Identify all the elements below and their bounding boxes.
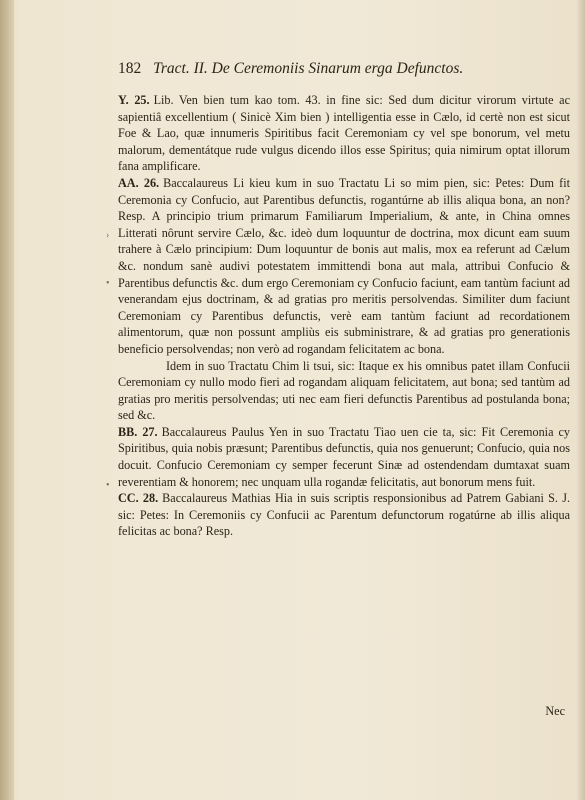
paragraph-text: Idem in suo Tractatu Chim li tsui, sic: Itaque ex his omnibus patet illam Confucii Ceremoniam cy nullo modo fieri ad rogandam aliquam felicitatem, aut bona; sed tantùm ad gratias pro meritis persolvendas; uti nec eam fieri defunctis Parentibus ad postulanda bona; sed &c.	[118, 358, 570, 423]
paragraph-label: AA. 26.	[118, 175, 160, 190]
paragraph-bb27	[118, 424, 570, 490]
paragraph-cc28	[118, 490, 570, 540]
paragraph-aa26	[118, 175, 570, 358]
paragraph-label: CC. 28.	[118, 491, 159, 506]
catchword: Nec	[545, 704, 565, 718]
body-text	[118, 92, 570, 540]
paragraph-label: Y. 25.	[118, 93, 150, 107]
running-title: Tract. II. De Ceremoniis Sinarum erga Defunctos.	[153, 60, 464, 77]
margin-mark: •	[106, 278, 110, 289]
paragraph-text: Baccalaureus Li kieu kum in suo Tractatu Li so mim pien, sic: Petes: Dum fit Ceremonia cy Confucio, aut Parentibus defunctis, rogantúrne ab illis aliqua bona, an non? Resp. A principio trium primarum Familiarum Imperialium, & ante, in China omnes Litterati nôrunt servire Cælo, &c. ideò dum loquuntur de doctrina, mox dicunt eam suum trahere à Cælo principium: Dum loquuntur de bonis aut malis, mox ea referunt ad Cælum &c. nondum sanè audivi potestatem immittendi bona aut mala, attribui Confucio & Parentibus defunctis &c. dum ergo Ceremoniam cy Confucio faciunt, eam tantùm faciunt ad venerandam ejus doctrinam, & ad gratias pro meritis persolvendas. Similiter dum faciunt Ceremoniam cy Parentibus defunctis, verè eam tantùm faciunt ad recordationem alimentorum, quæ non possunt ampliùs eis subministrare, & ad gratias pro generationis beneficio persolvendas; non verò ad rogandam felicitatem ac bona.	[118, 175, 570, 356]
page-number: 182	[118, 60, 142, 77]
margin-mark: ›	[106, 230, 110, 241]
page-edge	[577, 0, 585, 800]
margin-mark: •	[106, 480, 110, 491]
paragraph-text: Baccalaureus Paulus Yen in suo Tractatu Tiao uen cie ta, sic: Fit Ceremonia cy Spiritibus, quia nobis præsunt; Parentibus defunctis, quia nos genuerunt; Confucio, quia nos docuit. Confucio Ceremoniam cy semper fecerunt Sinæ ad ostendendam dumtaxat suam reverentiam & honorem; nec unquam ulla rogandæ felicitatis, aut bonorum mens fuit.	[118, 424, 570, 489]
paragraph-idem	[118, 358, 570, 424]
paragraph-text: Baccalaureus Mathias Hia in suis scriptis responsionibus ad Patrem Gabiani S. J. sic: Petes: In Ceremoniis cy Confucii ac Parentum defunctorum rogatúrne ab illis aliqua felicitas ac bona? Resp.	[118, 491, 570, 539]
running-header	[118, 60, 570, 86]
paragraph-y25	[118, 92, 570, 175]
paragraph-label: BB. 27.	[118, 424, 158, 439]
binding-shadow	[0, 0, 14, 800]
paragraph-text: Lib. Ven bien tum kao tom. 43. in fine sic: Sed dum dicitur virorum virtute ac sapientiâ excellentium ( Sinicè Xim bien ) intelligentia esse in Cælo, id certè non est sicut Foe & Lao, quæ innumeris Spiritibus facit Ceremoniam cy vel spe bonorum, vel metu malorum, dementátque rude vulgus dicendo illos esse Spiritus; quia nimirum optat illorum fana amplificare.	[118, 93, 570, 174]
